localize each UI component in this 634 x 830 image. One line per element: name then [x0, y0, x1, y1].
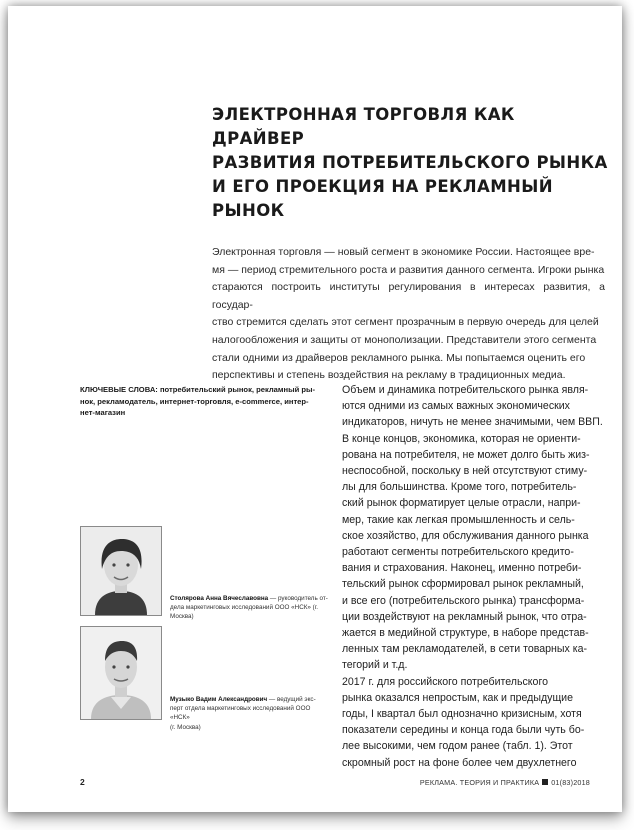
page-number: 2	[80, 777, 85, 787]
author-photo-man	[80, 626, 162, 720]
author-name: Музыко Вадим Александрович	[170, 696, 268, 703]
article-body: Объем и динамика потребительского рынка явля- ются одними из самых важных экономических индикаторов, ничуть не менее значимыми, чем ВВП. В конце концов, экономика, которая не ориенти- рована на потребителя, не может долго быть жиз- неспособной, поскольку в ней отсутствуют стиму- лы для большинства. Кроме того, потребитель- ский рынок форматирует целые отрасли, напри- мер, такие как легкая промышленность и сель- ское хозяйство, для обслуживания данного рынка работают сегменты потребительского кредито- вания и страхования. Наконец, именно потреби- тельский рынок сформировал рынок рекламный, и все его (потребительского рынка) трансформа- ции воздействуют на рекламный рынок, что отра- жается в медийной структуре, в наборе представ- ленных там рекламодателей, в сети товарных ка- тегорий и т.д. 2017 г. для российского потребительского рынка оказался непростым, как и предыдущие годы, I квартал был однозначно кризисным, хотя показатели середины и конца года были чуть бо- лее высокими, чем годом ранее (табл. 1). Этот скромный рост на фоне более чем двухлетнего	[342, 384, 603, 769]
journal-page	[8, 6, 622, 812]
keywords: КЛЮЧЕВЫЕ СЛОВА: потребительский рынок, рекламный ры- нок, рекламодатель, интернет-торговля, e-commerce, интер- нет-магазин	[80, 385, 316, 417]
author-role: — руководитель от- дела маркетинговых исследований ООО «НСК» (г. Москва)	[170, 595, 328, 621]
author-name: Столярова Анна Вячеславовна	[170, 595, 269, 602]
article-title: ЭЛЕКТРОННАЯ ТОРГОВЛЯ КАК ДРАЙВЕР РАЗВИТИЯ ПОТРЕБИТЕЛЬСКОГО РЫНКА И ЕГО ПРОЕКЦИЯ НА РЕКЛАМНЫЙ РЫНОК	[212, 105, 608, 220]
author-caption-1	[170, 594, 330, 622]
journal-footer	[420, 778, 590, 787]
author-caption-2	[170, 695, 330, 732]
author-photo-woman	[80, 526, 162, 616]
square-bullet-icon	[542, 779, 548, 785]
journal-issue: 01(83)2018	[551, 778, 590, 787]
article-lead: Электронная торговля — новый сегмент в экономике России. Настоящее вре- мя — период стремительного роста и развития данного сегмента. Игроки рынка стараются построить институты регулирования в интересах развития, а государ- ство стремится сделать этот сегмент прозрачным в первую очередь для целей налогообложения и защиты от монополизации. Представители этого сегмента стали одними из драйверов рекламного рынка. Мы попытаемся оценить его перспективы и степень воздействия на рекламу в традиционных медиа.	[212, 246, 605, 382]
journal-name: РЕКЛАМА. ТЕОРИЯ И ПРАКТИКА	[419, 778, 540, 787]
author-role: — ведущий экс- перт отдела маркетинговых исследований ООО «НСК» (г. Москва)	[170, 696, 316, 731]
